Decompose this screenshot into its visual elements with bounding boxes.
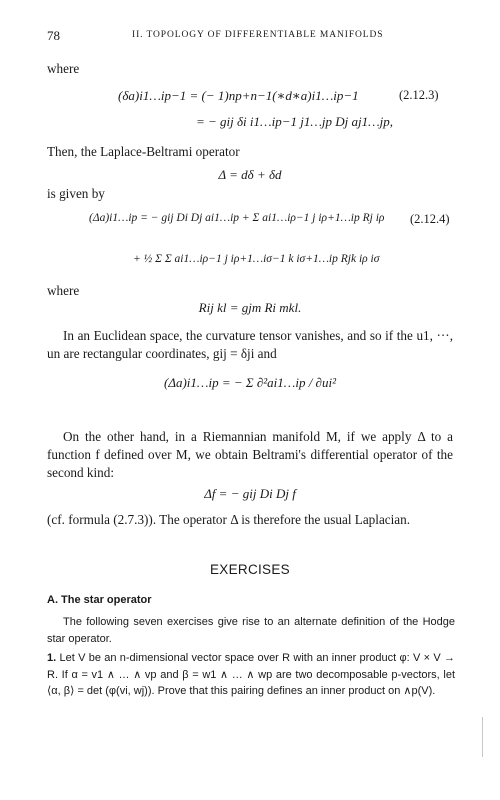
euclidean-laplacian-equation: (Δa)i1…ip = − Σ ∂²ai1…ip / ∂ui² xyxy=(164,375,336,390)
given-by: is given by xyxy=(47,186,105,201)
beltrami-equation: Δf = − gij Di Dj f xyxy=(204,486,296,501)
paragraph-euclidean: In an Euclidean space, the curvature tensor vanishes, and so if the u1, ···, un are rectangular coordinates, gij = δji and xyxy=(47,328,453,361)
word-where: where xyxy=(47,61,80,76)
equation-2-12-3-line-1: (δa)i1…ip−1 = (− 1)np+n−1(∗d∗a)i1…ip−1 xyxy=(118,88,359,103)
exercises-intro: The following seven exercises give rise to an alternate definition of the Hodge star operator. xyxy=(47,616,455,645)
paragraph-riemannian: On the other hand, in a Riemannian manifold M, if we apply Δ to a function f defined over M, we obtain Beltrami's differential operator of the second kind: xyxy=(47,429,453,480)
then-line: Then, the Laplace-Beltrami operator xyxy=(47,144,240,159)
equation-2-12-4-line-2: + ½ Σ Σ ai1…iρ−1 j iρ+1…iσ−1 k iσ+1…ip Rjk iρ iσ xyxy=(133,253,380,265)
exercise-1-text: Let V be an n-dimensional vector space over R with an inner product φ: V × V → R. If α = v1 ∧ … ∧ vp and β = w1 ∧ … ∧ wp are two decomposable p-vectors, let ⟨α, β⟩ = det (φ(vi, wj)). Prove that this pairing defines an inner product on ∧p(V). xyxy=(47,652,455,697)
exercises-heading: EXERCISES xyxy=(210,562,290,577)
laplace-definition: Δ = dδ + δd xyxy=(218,167,282,182)
equation-2-12-3-line-2: = − gij δi i1…ip−1 j1…jp Dj aj1…jp, xyxy=(196,114,394,129)
word-where-2: where xyxy=(47,283,80,298)
equation-2-12-4-line-1: (Δa)i1…ip = − gij Di Dj ai1…ip + Σ ai1…iρ−1 j iρ+1…ip Rj iρ xyxy=(89,212,385,224)
paragraph-cf: (cf. formula (2.7.3)). The operator Δ is therefore the usual Laplacian. xyxy=(47,512,411,527)
exercise-1 xyxy=(47,650,455,700)
section-a-heading: A. The star operator xyxy=(47,594,152,606)
page-number: 78 xyxy=(47,28,60,43)
equation-number-2-12-4: (2.12.4) xyxy=(410,212,450,226)
curvature-equation: Rij kl = gjm Ri mkl. xyxy=(198,300,302,315)
running-title: II. TOPOLOGY OF DIFFERENTIABLE MANIFOLDS xyxy=(132,30,384,40)
equation-number-2-12-3: (2.12.3) xyxy=(399,88,439,102)
exercise-1-number: 1. xyxy=(47,652,57,664)
margin-mark xyxy=(482,717,483,757)
